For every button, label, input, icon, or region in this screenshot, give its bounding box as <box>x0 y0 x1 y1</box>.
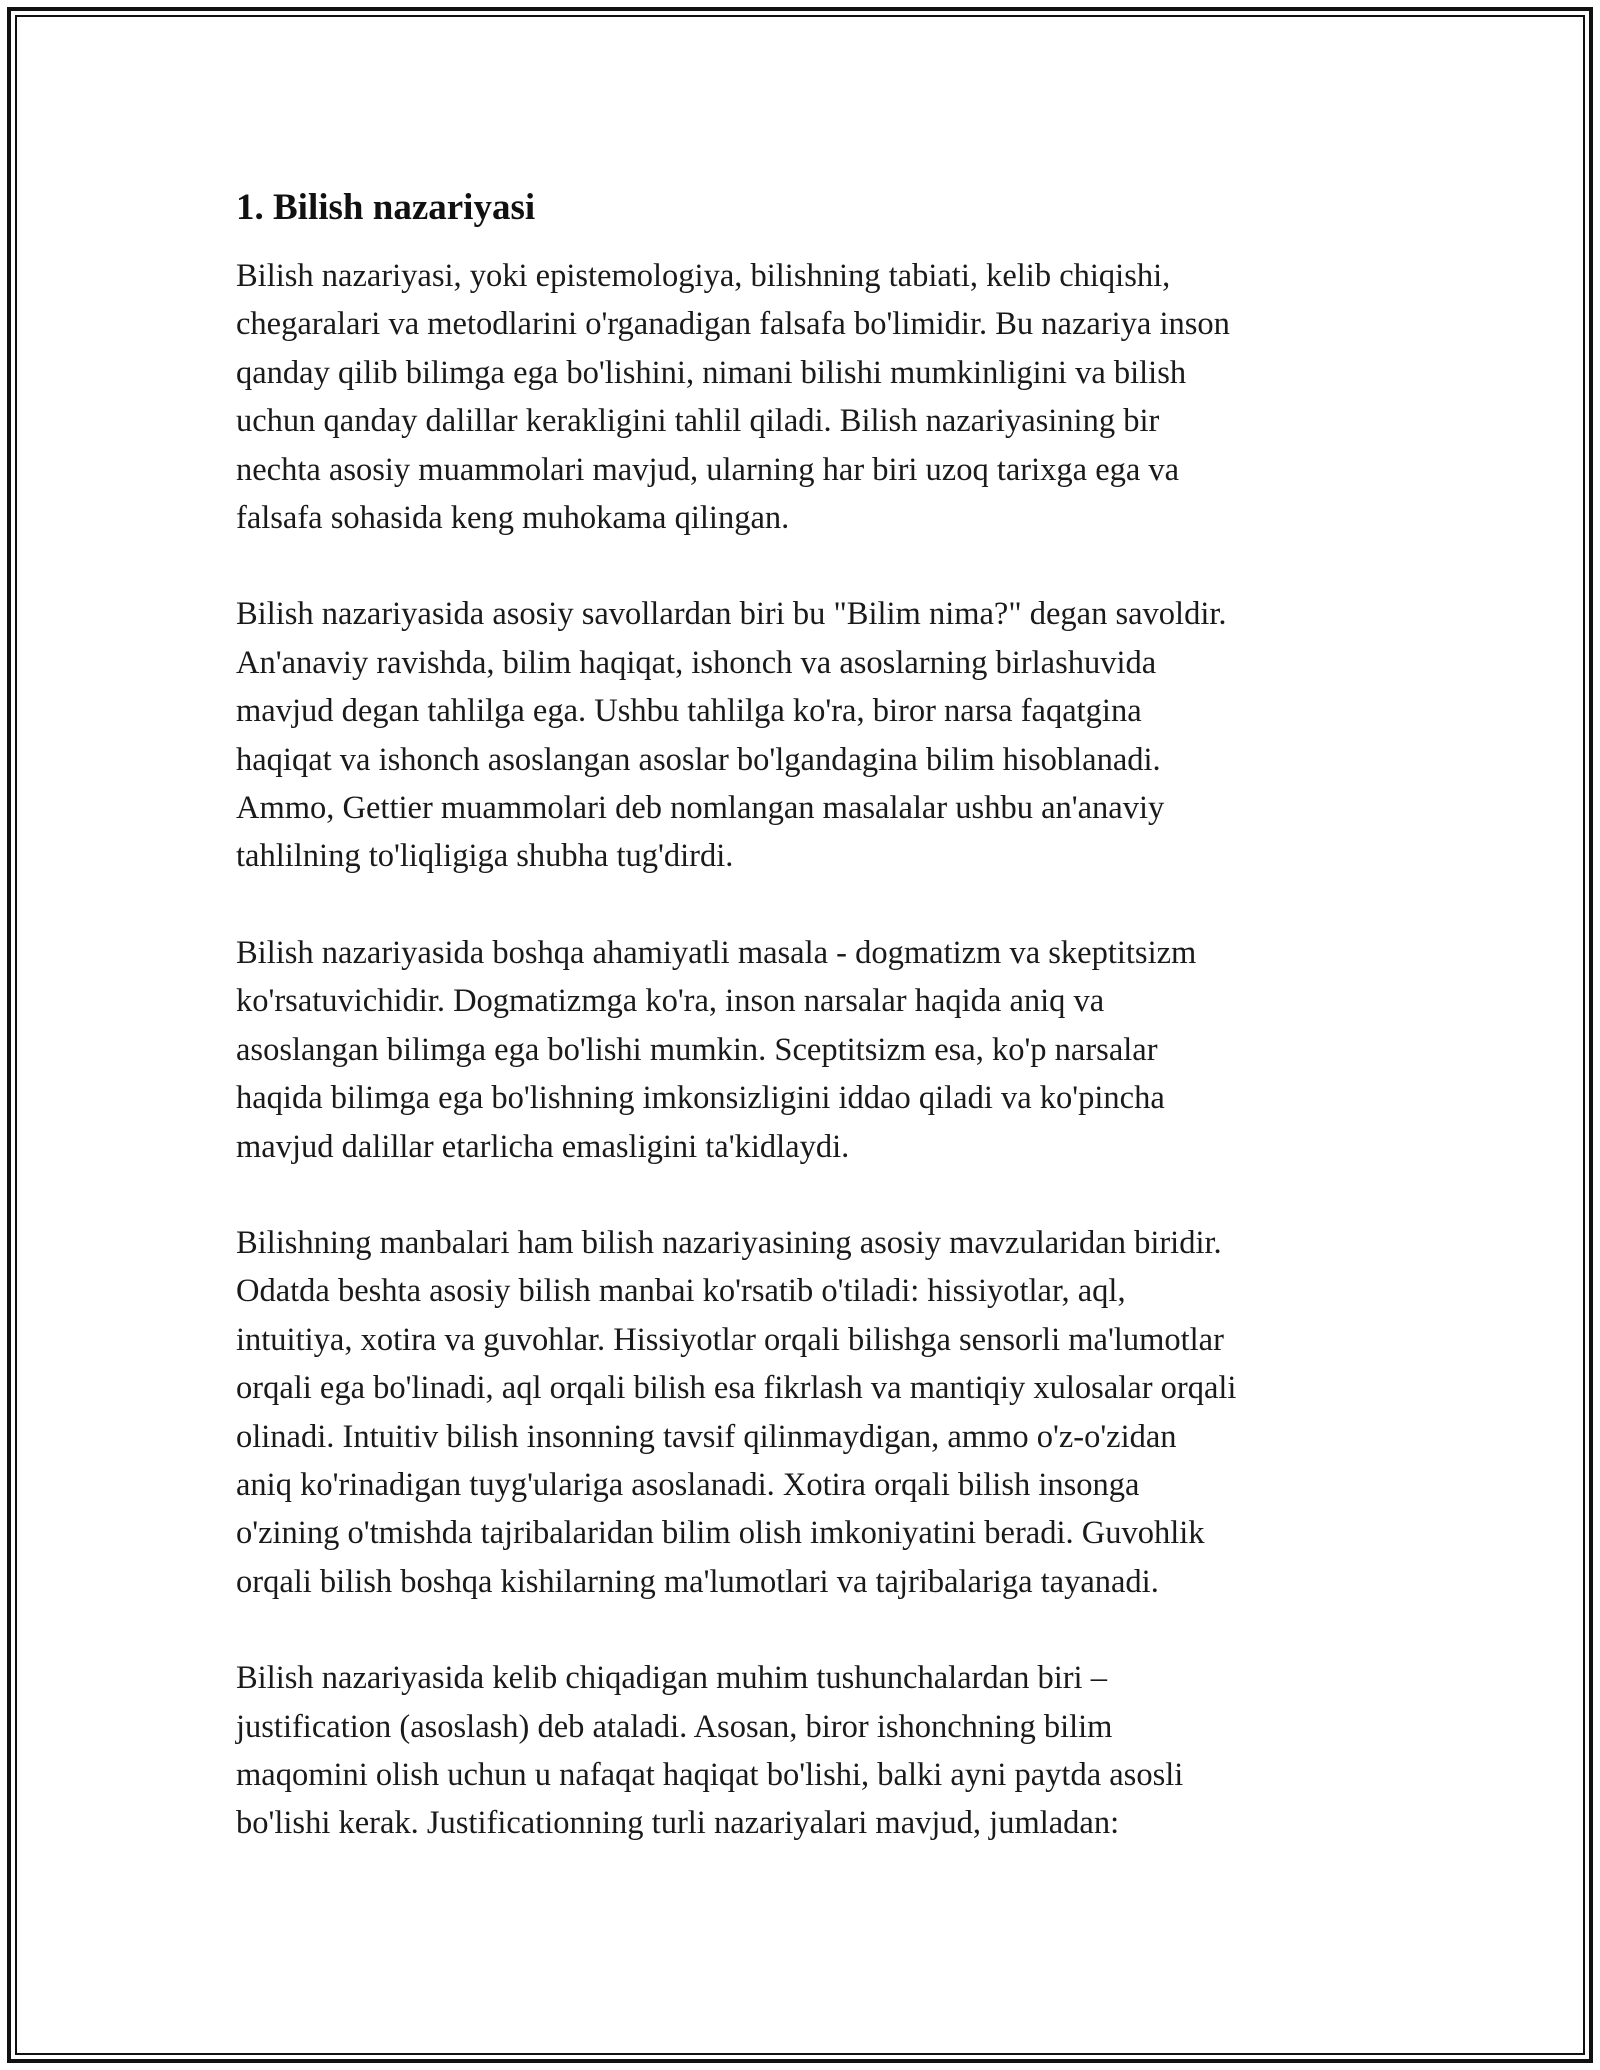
text-line: Bilish nazariyasida boshqa ahamiyatli masala - dogmatizm va skeptitsizm <box>236 934 1197 971</box>
text-line: justification (asoslash) deb ataladi. Asosan, biror ishonchning bilim <box>236 1708 1113 1745</box>
text-line: Ammo, Gettier muammolari deb nomlangan masalalar ushbu an'anaviy <box>236 790 1165 827</box>
text-line: orqali ega bo'linadi, aql orqali bilish esa fikrlash va mantiqiy xulosalar orqali <box>236 1370 1237 1407</box>
text-line: qanday qilib bilimga ega bo'lishini, nimani bilishi mumkinligini va bilish <box>236 354 1187 391</box>
body-paragraph <box>236 590 1386 880</box>
text-line: uchun qanday dalillar kerakligini tahlil qiladi. Bilish nazariyasining bir <box>236 403 1160 440</box>
text-line: ko'rsatuvichidir. Dogmatizmga ko'ra, inson narsalar haqida aniq va <box>236 983 1105 1020</box>
paragraph-list <box>236 252 1386 1848</box>
text-line: chegaralari va metodlarini o'rganadigan falsafa bo'limidir. Bu nazariya inson <box>236 306 1230 343</box>
text-line: intuitiya, xotira va guvohlar. Hissiyotlar orqali bilishga sensorli ma'lumotlar <box>236 1321 1224 1358</box>
text-line: An'anaviy ravishda, bilim haqiqat, ishonch va asoslarning birlashuvida <box>236 644 1157 681</box>
text-line: Odatda beshta asosiy bilish manbai ko'rsatib o'tiladi: hissiyotlar, aql, <box>236 1273 1126 1310</box>
text-line: mavjud degan tahlilga ega. Ushbu tahlilga ko'ra, biror narsa faqatgina <box>236 693 1142 730</box>
text-line: Bilish nazariyasi, yoki epistemologiya, bilishning tabiati, kelib chiqishi, <box>236 258 1171 294</box>
text-line: haqida bilimga ega bo'lishning imkonsizligini iddao qiladi va ko'pincha <box>236 1080 1165 1117</box>
text-line: Bilishning manbalari ham bilish nazariyasining asosiy mavzularidan biridir. <box>236 1224 1222 1261</box>
text-line: mavjud dalillar etarlicha emasligini ta'kidlaydi. <box>236 1128 850 1165</box>
text-line: Bilish nazariyasida kelib chiqadigan muhim tushunchalardan biri – <box>236 1660 1107 1697</box>
body-paragraph <box>236 1219 1386 1606</box>
document-body <box>236 186 1386 1896</box>
text-line: orqali bilish boshqa kishilarning ma'lumotlari va tajribalariga tayanadi. <box>236 1563 1159 1600</box>
text-line: tahlilning to'liqligiga shubha tug'dirdi. <box>236 838 734 875</box>
text-line: nechta asosiy muammolari mavjud, ularning har biri uzoq tarixga ega va <box>236 451 1180 488</box>
section-heading: 1. Bilish nazariyasi <box>236 187 536 228</box>
body-paragraph <box>236 252 1386 542</box>
body-paragraph <box>236 1654 1386 1848</box>
text-line: aniq ko'rinadigan tuyg'ulariga asoslanadi. Xotira orqali bilish insonga <box>236 1466 1140 1503</box>
text-line: maqomini olish uchun u nafaqat haqiqat bo'lishi, balki ayni paytda asosli <box>236 1756 1184 1793</box>
text-line: asoslangan bilimga ega bo'lishi mumkin. Sceptitsizm esa, ko'p narsalar <box>236 1031 1158 1068</box>
text-line: bo'lishi kerak. Justificationning turli nazariyalari mavjud, jumladan: <box>236 1805 1120 1842</box>
text-line: falsafa sohasida keng muhokama qilingan. <box>236 500 790 537</box>
body-paragraph <box>236 929 1386 1171</box>
text-line: o'zining o'tmishda tajribalaridan bilim olish imkoniyatini beradi. Guvohlik <box>236 1515 1205 1552</box>
text-line: olinadi. Intuitiv bilish insonning tavsif qilinmaydigan, ammo o'z-o'zidan <box>236 1418 1177 1455</box>
text-line: haqiqat va ishonch asoslangan asoslar bo'lgandagina bilim hisoblanadi. <box>236 741 1161 778</box>
text-line: Bilish nazariyasida asosiy savollardan biri bu "Bilim nima?" degan savoldir. <box>236 596 1227 633</box>
